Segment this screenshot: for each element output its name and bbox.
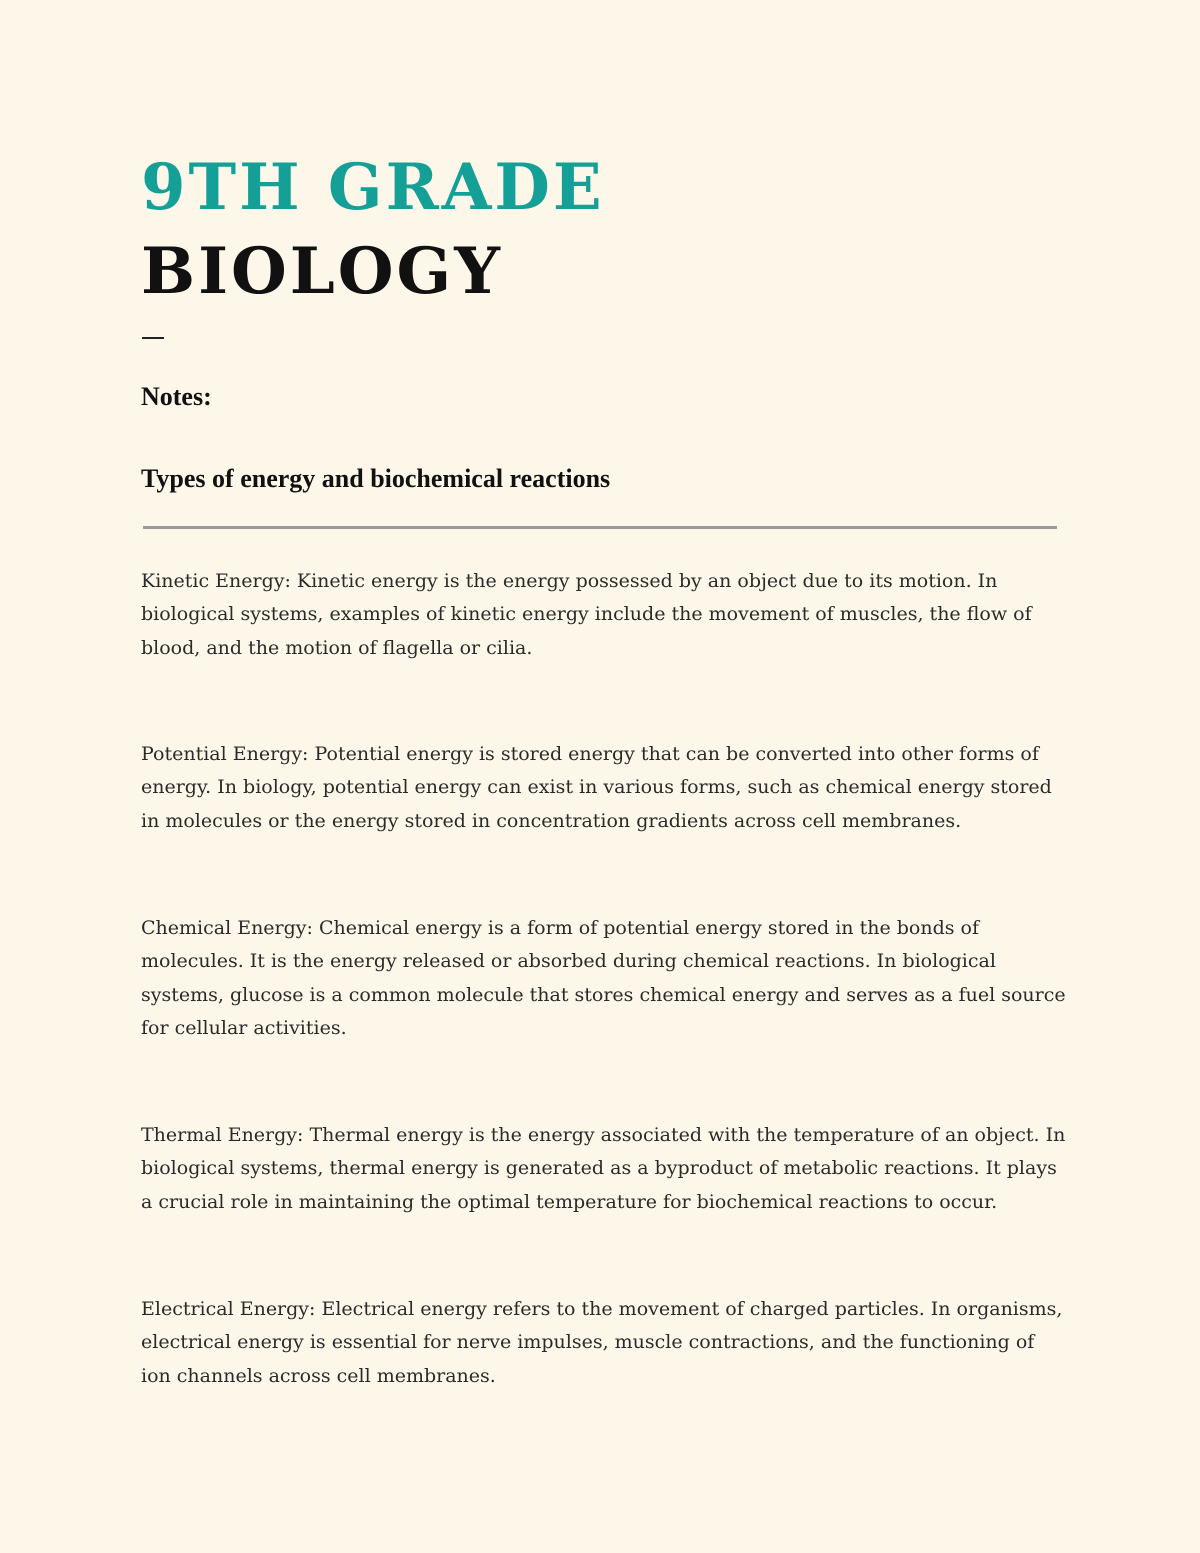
section-subtitle: Types of energy and biochemical reactions bbox=[141, 464, 611, 493]
title-subject: BIOLOGY bbox=[141, 234, 503, 309]
paragraph-electrical-energy: Electrical Energy: Electrical energy refers to the movement of charged particles. In organisms, electrical energy is essential for nerve impulses, muscle contractions, and the functioning of ion channels across cell membranes. bbox=[141, 1298, 1063, 1387]
paragraph-chemical-energy: Chemical Energy: Chemical energy is a form of potential energy stored in the bonds of molecules. It is the energy released or absorbed during chemical reactions. In biological systems, glucose is a common molecule that stores chemical energy and serves as a fuel source for cellular activities. bbox=[141, 917, 1066, 1039]
paragraph-kinetic-energy: Kinetic Energy: Kinetic energy is the energy possessed by an object due to its motion. In biological systems, examples of kinetic energy include the movement of muscles, the flow of blood, and the motion of flagella or cilia. bbox=[141, 570, 1032, 659]
horizontal-rule bbox=[143, 526, 1057, 529]
title-grade: 9TH GRADE bbox=[141, 150, 605, 225]
paragraph-thermal-energy: Thermal Energy: Thermal energy is the energy associated with the temperature of an object. In biological systems, thermal energy is generated as a byproduct of metabolic reactions. It plays a crucial role in maintaining the optimal temperature for biochemical reactions to occur. bbox=[141, 1124, 1066, 1213]
title-dash-divider bbox=[142, 337, 164, 339]
paragraph-potential-energy: Potential Energy: Potential energy is stored energy that can be converted into other forms of energy. In biology, potential energy can exist in various forms, such as chemical energy stored in molecules or the energy stored in concentration gradients across cell membranes. bbox=[141, 743, 1052, 832]
notes-label: Notes: bbox=[141, 382, 212, 411]
